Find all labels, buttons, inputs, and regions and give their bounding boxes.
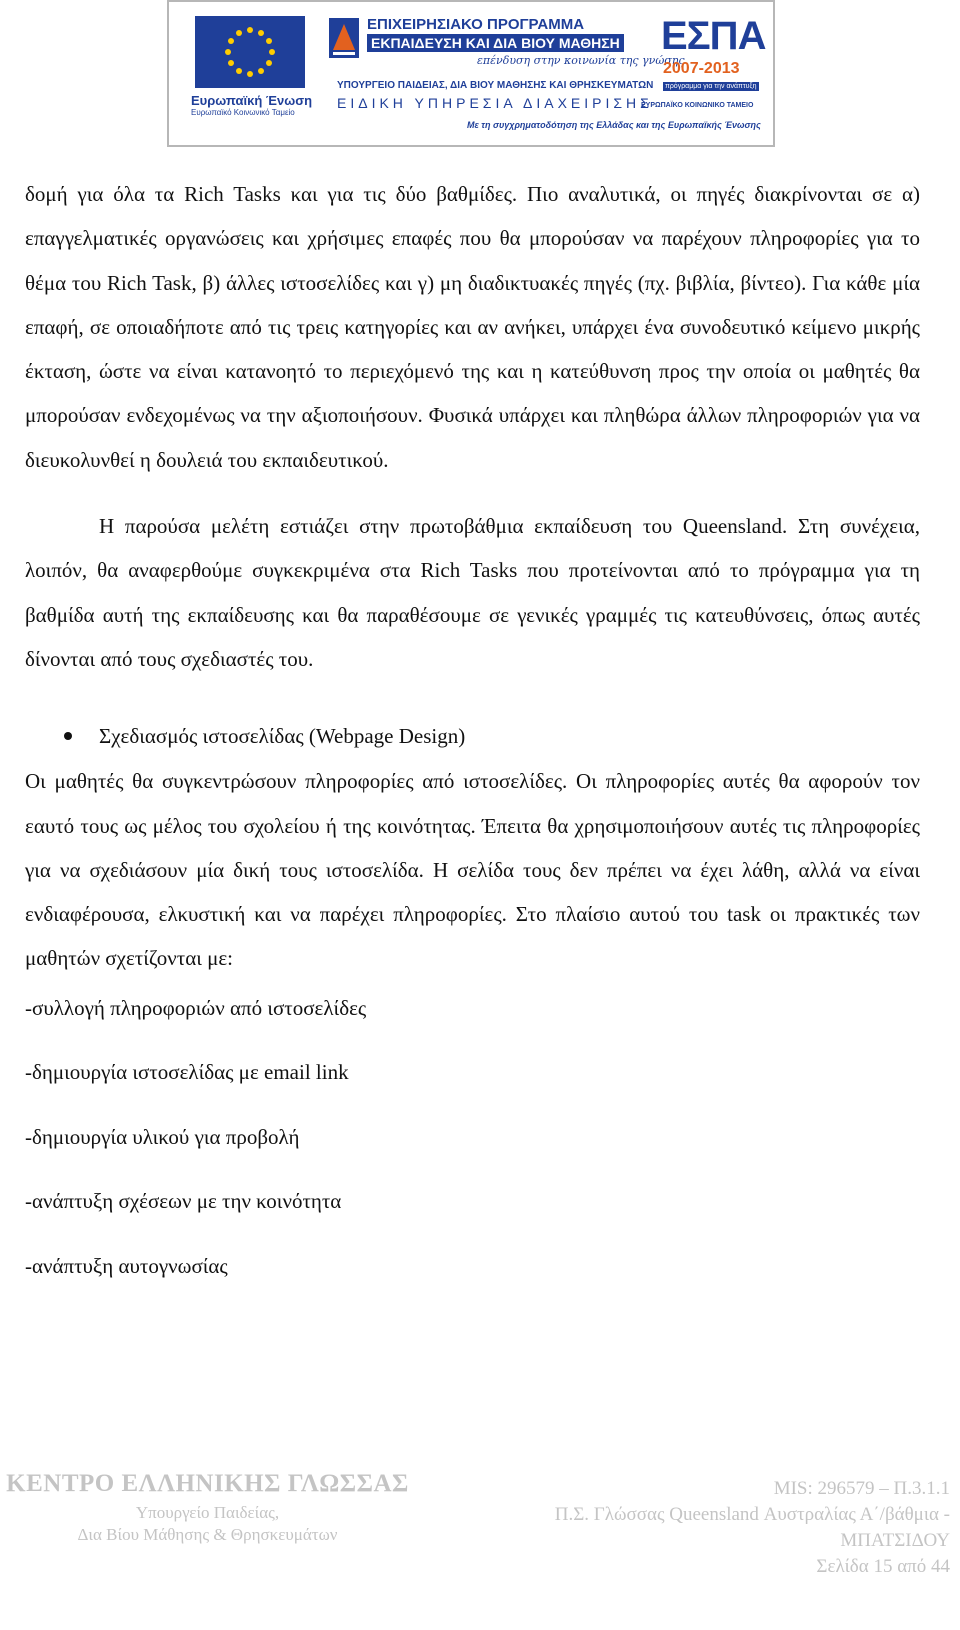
eu-title: Ευρωπαϊκή Ένωση: [191, 93, 313, 108]
footer-project-line2: ΜΠΑΤΣΙΔΟΥ: [840, 1530, 950, 1551]
paragraph-sources: δομή για όλα τα Rich Tasks και για τις δύο βαθμίδες. Πιο αναλυτικά, οι πηγές διακρίνονται σε α) επαγγελματικές οργανώσεις και χρήσιμες επαφές που θα μπορούσαν να παρέχουν πληροφορίες για το θέμα του Rich Task, β) άλλες ιστοσελίδες και γ) μη διαδικτυακές πηγές (πχ. βιβλία, βίντεο). Για κάθε μία επαφή, σε οποιαδήποτε από τις τρεις κατηγορίες και αν ανήκει, υπάρχει ένα συνοδευτικό κείμενο μικρής έκταση, ώστε να είναι κατανοητό το περιεχόμενό της και η κατεύθυνση προς την οποία οι μαθητές θα μπορούσαν ενδεχομένως να την αξιοποιήσουν. Φυσικά υπάρχει και πληθώρα άλλων πληροφοριών για να διευκολυνθεί η δουλειά του εκπαιδευτικού.: [25, 182, 920, 472]
programme-slogan: επένδυση στην κοινωνία της γνώσης: [477, 54, 685, 67]
espa-tagline: πρόγραμμα για την ανάπτυξη: [665, 83, 757, 90]
footer-left: [0, 1470, 415, 1546]
bullet-icon: [64, 732, 72, 740]
managing-service: ΕΙΔΙΚΗ ΥΠΗΡΕΣΙΑ ΔΙΑΧΕΙΡΙΣΗΣ: [337, 95, 653, 111]
footer-ministry-line1: Υπουργείο Παιδείας,: [135, 1503, 280, 1522]
list-item: -ανάπτυξη σχέσεων με την κοινότητα: [25, 1189, 342, 1214]
list-item: -δημιουργία υλικού για προβολή: [25, 1124, 300, 1149]
programme-title-line1: ΕΠΙΧΕΙΡΗΣΙΑΚΟ ΠΡΟΓΡΑΜΜΑ: [367, 16, 585, 33]
programme-badge-icon: [327, 16, 361, 60]
footer-center-name: ΚΕΝΤΡΟ ΕΛΛΗΝΙΚΗΣ ΓΛΩΣΣΑΣ: [6, 1470, 409, 1497]
document-body: [25, 172, 920, 1281]
espa-years: 2007-2013: [663, 60, 740, 77]
footer-right: [470, 1476, 950, 1580]
footer-mis: MIS: 296579 – Π.3.1.1: [773, 1478, 950, 1499]
bullet-heading: [25, 713, 920, 759]
bullet-heading-text: Σχεδιασμός ιστοσελίδας (Webpage Design): [99, 724, 466, 749]
espa-fund: ΕΥΡΩΠΑΪΚΟ ΚΟΙΝΩΝΙΚΟ ΤΑΜΕΙΟ: [641, 102, 754, 109]
eu-flag-icon: [195, 16, 305, 88]
espa-logo: [641, 12, 766, 122]
paragraph-webpage-design: Οι μαθητές θα συγκεντρώσουν πληροφορίες από ιστοσελίδες. Οι πληροφορίες αυτές θα αφορούν τον εαυτό τους ως μέλος του σχολείου ή της κοινότητας. Έπειτα θα χρησιμοποιήσουν αυτές τις πληροφορίες για να σχεδιάσουν μία δική τους ιστοσελίδα. Η σελίδα τους δεν πρέπει να έχει λάθη, αλλά να είναι ενδιαφέρουσα, ελκυστική και να παρέχει πληροφορίες. Στο πλαίσιο αυτού του task οι πρακτικές των μαθητών σχετίζονται με:: [25, 769, 920, 971]
eu-stars: [195, 16, 305, 88]
footer-ministry-line2: Δια Βίου Μάθησης & Θρησκευμάτων: [77, 1525, 338, 1544]
cofunding-note: Με τη συγχρηματοδότηση της Ελλάδας και της Ευρωπαϊκής Ένωσης: [467, 120, 761, 130]
paragraph-queensland: Η παρούσα μελέτη εστιάζει στην πρωτοβάθμια εκπαίδευση του Queensland. Στη συνέχεια, λοιπόν, θα αναφερθούμε συγκεκριμένα στα Rich Tasks που προτείνονται από το πρόγραμμα για τη βαθμίδα αυτή της εκπαίδευσης και θα παραθέσουμε σε γενικές γραμμές τις κατευθύνσεις, όπως αυτές δίνονται από τους σχεδιαστές του.: [25, 514, 920, 671]
list-item: -δημιουργία ιστοσελίδας με email link: [25, 1060, 349, 1085]
ministry-name: ΥΠΟΥΡΓΕΙΟ ΠΑΙΔΕΙΑΣ, ΔΙΑ ΒΙΟΥ ΜΑΘΗΣΗΣ ΚΑΙ ΘΡΗΣΚΕΥΜΑΤΩΝ: [337, 80, 654, 91]
footer-ministry: [0, 1502, 415, 1546]
eu-subtitle: Ευρωπαϊκό Κοινωνικό Ταμείο: [191, 108, 295, 117]
espa-title: ΕΣΠΑ: [661, 14, 766, 58]
list-item: -συλλογή πληροφοριών από ιστοσελίδες: [25, 995, 367, 1020]
header-banner: [167, 0, 775, 147]
eu-logo: [191, 16, 311, 117]
list-item: -ανάπτυξη αυτογνωσίας: [25, 1253, 228, 1278]
footer-project-line1: Π.Σ. Γλώσσας Queensland Αυστραλίας Α΄/βάθμια -: [554, 1504, 950, 1525]
page-number: Σελίδα 15 από 44: [816, 1556, 950, 1577]
programme-title-line2: ΕΚΠΑΙΔΕΥΣΗ ΚΑΙ ΔΙΑ ΒΙΟΥ ΜΑΘΗΣΗ: [367, 34, 624, 52]
